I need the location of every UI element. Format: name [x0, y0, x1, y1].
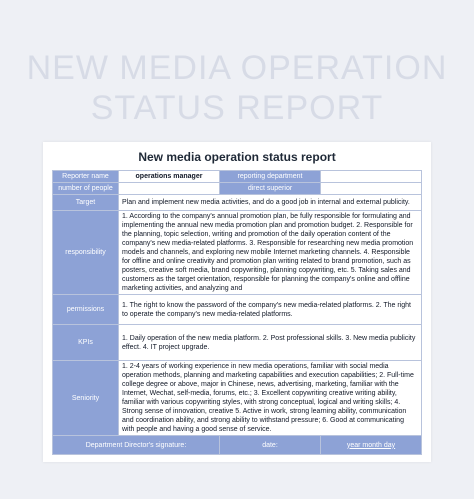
reporting-department-value[interactable] [321, 171, 422, 183]
direct-superior-label: direct superior [220, 183, 321, 195]
target-label: Target [53, 195, 119, 211]
date-label: date: [220, 436, 321, 455]
kpis-text[interactable]: 1. Daily operation of the new media platform. 2. Post professional skills. 3. New media publicity effect. 4. IT project upgrade. [119, 325, 422, 361]
target-text[interactable]: Plan and implement new media activities, and do a good job in internal and external publicity. [119, 195, 422, 211]
hero-title-line-2: STATUS REPORT [90, 89, 384, 127]
hero-title [0, 0, 474, 140]
permissions-text[interactable]: 1. The right to know the password of the company's new media-related platforms. 2. The right to operate the company's new media-related platforms. [119, 295, 422, 325]
permissions-label: permissions [53, 295, 119, 325]
number-of-people-label: number of people [53, 183, 119, 195]
date-value[interactable]: year month day [321, 436, 422, 455]
report-table [52, 170, 422, 455]
responsibility-label: responsibility [53, 211, 119, 295]
reporter-name-label: Reporter name [53, 171, 119, 183]
reporting-department-label: reporting department [220, 171, 321, 183]
director-signature-label: Department Director's signature: [53, 436, 220, 455]
report-card [43, 142, 431, 462]
seniority-text[interactable]: 1. 2-4 years of working experience in new media operations, familiar with social media operation methods, planning and marketing capabilities and execution capabilities; 2. Full-time college degree or above, major in Chinese, news, advertising, marketing, familiar with the Internet, Wechat, self-media, forums, etc.; 3. Excellent copywriting creative writing ability, familiar with various copywriting styles, with strong conceptual, logical and writing skills; 4. Strong sense of innovation, creative 5. Active in work, strong learning ability, communication and coordination ability, and strong ability to withstand pressure; 6. Good at communicating with people and having a good sense of service. [119, 361, 422, 436]
reporter-name-value[interactable]: operations manager [119, 171, 220, 183]
seniority-label: Seniority [53, 361, 119, 436]
hero-title-line-1: NEW MEDIA OPERATION [26, 49, 448, 87]
document-title: New media operation status report [138, 150, 336, 164]
number-of-people-value[interactable] [119, 183, 220, 195]
kpis-label: KPIs [53, 325, 119, 361]
direct-superior-value[interactable] [321, 183, 422, 195]
responsibility-text[interactable]: 1. According to the company's annual promotion plan, be fully responsible for formulating and implementing the annual new media promotion plan and promotion budget. 2. Responsible for the planning, topic selection, writing and promotion of the daily operation content of the company's new media-related platforms. 3. Responsible for researching new media promotion models and channels, and exploring new mobile Internet marketing channels. 4. Responsible for offline and online creativity and promotion plan writing related to brand promotion, such as posters, creative soft media, brand copywriting, planning copywriting, etc. 5. Taking sales and customers as the target orientation, responsible for planning the company's online and offline marketing activities, and analyzing and [119, 211, 422, 295]
